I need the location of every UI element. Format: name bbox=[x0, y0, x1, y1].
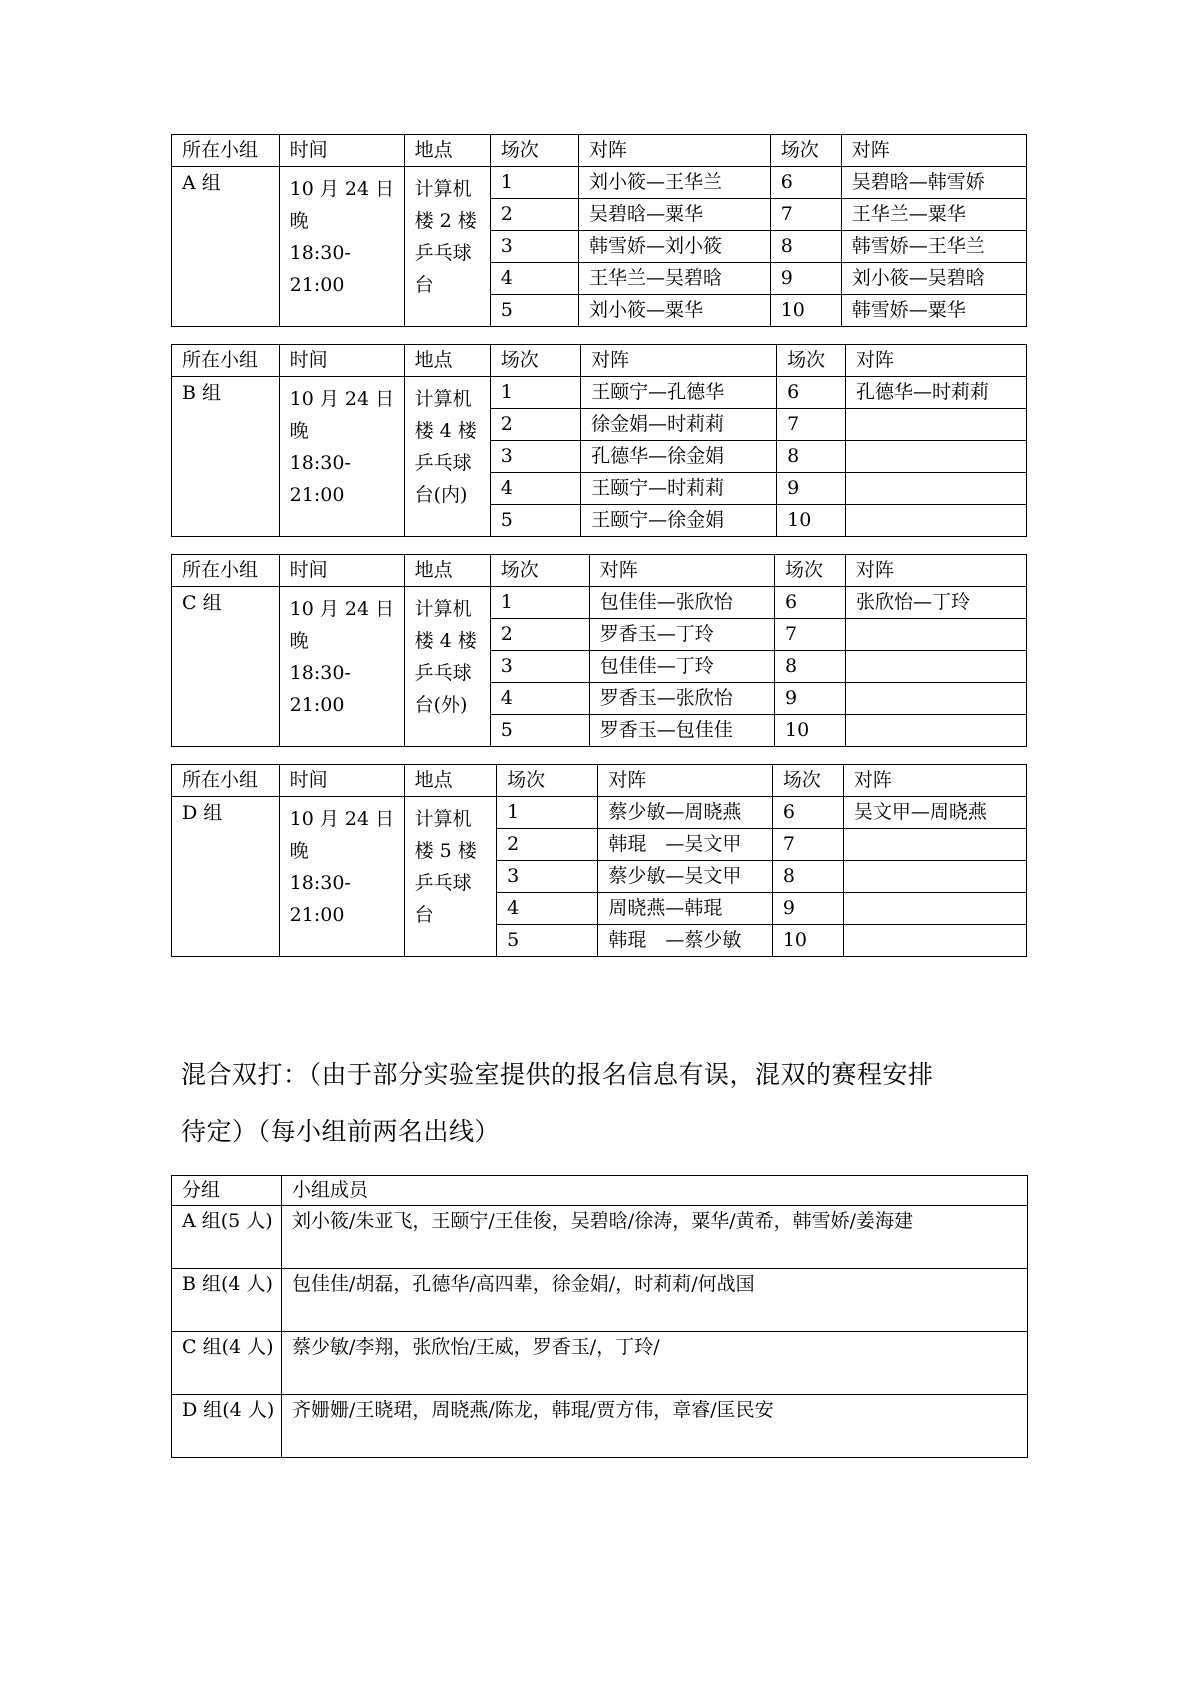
matchup bbox=[843, 925, 1026, 957]
time-line: 10 月 24 日 bbox=[289, 178, 395, 200]
round-number: 3 bbox=[490, 441, 580, 473]
time-line: 18:30-21:00 bbox=[289, 662, 351, 716]
header-round: 场次 bbox=[497, 765, 598, 797]
header-match: 对阵 bbox=[581, 345, 777, 377]
header-match: 对阵 bbox=[579, 135, 771, 167]
header-members: 小组成员 bbox=[282, 1176, 1028, 1206]
match-place bbox=[404, 587, 490, 747]
header-place: 地点 bbox=[404, 345, 490, 377]
group-name: D 组 bbox=[172, 797, 280, 957]
round-number: 8 bbox=[772, 861, 843, 893]
round-number: 5 bbox=[497, 925, 598, 957]
place-line: 台(内) bbox=[414, 484, 468, 506]
match-row bbox=[172, 167, 1027, 199]
match-row bbox=[172, 797, 1027, 829]
place-line: 楼 4 楼 bbox=[414, 630, 477, 652]
round-number: 10 bbox=[774, 715, 845, 747]
round-number: 8 bbox=[770, 231, 841, 263]
matchup: 吴碧晗—粟华 bbox=[579, 199, 771, 231]
header-time: 时间 bbox=[279, 345, 404, 377]
round-number: 2 bbox=[490, 619, 589, 651]
matchup: 徐金娟—时莉莉 bbox=[581, 409, 777, 441]
round-number: 2 bbox=[490, 199, 578, 231]
round-number: 1 bbox=[490, 587, 589, 619]
round-number: 2 bbox=[490, 409, 580, 441]
mixed-group-members: 齐姗姗/王晓珺，周晓燕/陈龙，韩琨/贾方伟，章睿/匡民安 bbox=[282, 1395, 1028, 1458]
group-name: A 组 bbox=[172, 167, 280, 327]
mixed-header-row bbox=[172, 1176, 1028, 1206]
mixed-group-name: C 组(4 人) bbox=[172, 1332, 282, 1395]
round-number: 3 bbox=[490, 651, 589, 683]
matchup: 蔡少敏—周晓燕 bbox=[598, 797, 772, 829]
match-row bbox=[172, 377, 1027, 409]
round-number: 7 bbox=[774, 619, 845, 651]
header-time: 时间 bbox=[279, 135, 404, 167]
time-line: 18:30-21:00 bbox=[289, 452, 351, 506]
header-match: 对阵 bbox=[846, 555, 1027, 587]
match-time bbox=[279, 377, 404, 537]
round-number: 5 bbox=[490, 295, 578, 327]
header-place: 地点 bbox=[404, 555, 490, 587]
round-number: 9 bbox=[777, 473, 846, 505]
schedule-table bbox=[171, 344, 1027, 537]
round-number: 4 bbox=[490, 683, 589, 715]
time-line: 晚 bbox=[289, 630, 309, 652]
match-time bbox=[279, 587, 404, 747]
matchup bbox=[843, 861, 1026, 893]
time-line: 18:30-21:00 bbox=[289, 872, 351, 926]
matchup bbox=[846, 683, 1027, 715]
header-place: 地点 bbox=[404, 765, 497, 797]
time-line: 晚 bbox=[289, 210, 309, 232]
place-line: 台(外) bbox=[414, 694, 468, 716]
round-number: 1 bbox=[497, 797, 598, 829]
place-line: 计算机 bbox=[414, 388, 472, 410]
mixed-group-members: 包佳佳/胡磊，孔德华/高四辈，徐金娟/，时莉莉/何战国 bbox=[282, 1269, 1028, 1332]
matchup: 周晓燕—韩琨 bbox=[598, 893, 772, 925]
matchup: 王颐宁—时莉莉 bbox=[581, 473, 777, 505]
place-line: 楼 2 楼 bbox=[414, 210, 477, 232]
note-line-2: 待定）（每小组前两名出线） bbox=[181, 1117, 501, 1146]
matchup: 韩琨 —吴文甲 bbox=[598, 829, 772, 861]
matchup: 张欣怡—丁玲 bbox=[846, 587, 1027, 619]
matchup bbox=[846, 473, 1027, 505]
mixed-group-members: 刘小筱/朱亚飞，王颐宁/王佳俊，吴碧晗/徐涛，粟华/黄希，韩雪娇/姜海建 bbox=[282, 1206, 1028, 1269]
matchup: 王华兰—粟华 bbox=[841, 199, 1026, 231]
time-line: 10 月 24 日 bbox=[289, 388, 395, 410]
time-line: 晚 bbox=[289, 840, 309, 862]
round-number: 6 bbox=[770, 167, 841, 199]
mixed-doubles-table bbox=[171, 1175, 1028, 1458]
round-number: 4 bbox=[490, 263, 578, 295]
round-number: 7 bbox=[770, 199, 841, 231]
matchup: 吴文甲—周晓燕 bbox=[843, 797, 1026, 829]
round-number: 8 bbox=[774, 651, 845, 683]
matchup: 韩琨 —蔡少敏 bbox=[598, 925, 772, 957]
round-number: 6 bbox=[774, 587, 845, 619]
time-line: 晚 bbox=[289, 420, 309, 442]
matchup: 刘小筱—王华兰 bbox=[579, 167, 771, 199]
place-line: 乒乓球 bbox=[414, 452, 472, 474]
round-number: 1 bbox=[490, 377, 580, 409]
mixed-doubles-note bbox=[181, 1046, 1021, 1160]
matchup: 罗香玉—包佳佳 bbox=[589, 715, 774, 747]
matchup bbox=[846, 619, 1027, 651]
header-round: 场次 bbox=[490, 555, 589, 587]
round-number: 9 bbox=[772, 893, 843, 925]
matchup bbox=[846, 409, 1027, 441]
group-name: B 组 bbox=[172, 377, 280, 537]
header-row bbox=[172, 345, 1027, 377]
match-row bbox=[172, 587, 1027, 619]
matchup: 罗香玉—丁玲 bbox=[589, 619, 774, 651]
header-round: 场次 bbox=[777, 345, 846, 377]
mixed-group-name: D 组(4 人) bbox=[172, 1395, 282, 1458]
matchup: 王颐宁—孔德华 bbox=[581, 377, 777, 409]
match-time bbox=[279, 797, 404, 957]
round-number: 10 bbox=[777, 505, 846, 537]
matchup: 包佳佳—张欣怡 bbox=[589, 587, 774, 619]
round-number: 6 bbox=[772, 797, 843, 829]
mixed-group-name: B 组(4 人) bbox=[172, 1269, 282, 1332]
matchup: 王颐宁—徐金娟 bbox=[581, 505, 777, 537]
matchup bbox=[843, 829, 1026, 861]
mixed-group-members: 蔡少敏/李翔，张欣怡/王威，罗香玉/，丁玲/ bbox=[282, 1332, 1028, 1395]
round-number: 5 bbox=[490, 505, 580, 537]
place-line: 乒乓球 bbox=[414, 872, 472, 894]
place-line: 乒乓球 bbox=[414, 242, 472, 264]
header-match: 对阵 bbox=[846, 345, 1027, 377]
time-line: 10 月 24 日 bbox=[289, 598, 395, 620]
header-round: 场次 bbox=[770, 135, 841, 167]
mixed-group-row bbox=[172, 1332, 1028, 1395]
header-group: 所在小组 bbox=[172, 345, 280, 377]
round-number: 1 bbox=[490, 167, 578, 199]
schedule-table bbox=[171, 554, 1027, 747]
matchup: 孔德华—时莉莉 bbox=[846, 377, 1027, 409]
match-time bbox=[279, 167, 404, 327]
place-line: 计算机 bbox=[414, 598, 472, 620]
matchup: 蔡少敏—吴文甲 bbox=[598, 861, 772, 893]
schedule-table bbox=[171, 134, 1027, 327]
match-place bbox=[404, 797, 497, 957]
time-line: 18:30-21:00 bbox=[289, 242, 351, 296]
header-row bbox=[172, 135, 1027, 167]
place-line: 楼 5 楼 bbox=[414, 840, 477, 862]
header-group: 所在小组 bbox=[172, 135, 280, 167]
matchup: 包佳佳—丁玲 bbox=[589, 651, 774, 683]
header-row bbox=[172, 765, 1027, 797]
place-line: 计算机 bbox=[414, 178, 472, 200]
round-number: 3 bbox=[490, 231, 578, 263]
header-match: 对阵 bbox=[589, 555, 774, 587]
match-place bbox=[404, 377, 490, 537]
matchup bbox=[846, 441, 1027, 473]
matchup bbox=[843, 893, 1026, 925]
header-match: 对阵 bbox=[598, 765, 772, 797]
header-group: 所在小组 bbox=[172, 765, 280, 797]
header-group: 分组 bbox=[172, 1176, 282, 1206]
round-number: 9 bbox=[770, 263, 841, 295]
place-line: 计算机 bbox=[414, 808, 472, 830]
schedule-table bbox=[171, 764, 1027, 957]
mixed-group-row bbox=[172, 1206, 1028, 1269]
round-number: 7 bbox=[777, 409, 846, 441]
header-round: 场次 bbox=[772, 765, 843, 797]
round-number: 2 bbox=[497, 829, 598, 861]
header-round: 场次 bbox=[490, 135, 578, 167]
matchup: 罗香玉—张欣怡 bbox=[589, 683, 774, 715]
place-line: 台 bbox=[414, 274, 434, 296]
matchup: 韩雪娇—刘小筱 bbox=[579, 231, 771, 263]
group-name: C 组 bbox=[172, 587, 280, 747]
matchup: 孔德华—徐金娟 bbox=[581, 441, 777, 473]
note-line-1: 混合双打：（由于部分实验室提供的报名信息有误，混双的赛程安排 bbox=[181, 1060, 934, 1089]
round-number: 8 bbox=[777, 441, 846, 473]
matchup bbox=[846, 505, 1027, 537]
mixed-group-name: A 组(5 人) bbox=[172, 1206, 282, 1269]
round-number: 4 bbox=[497, 893, 598, 925]
header-place: 地点 bbox=[404, 135, 490, 167]
mixed-group-row bbox=[172, 1269, 1028, 1332]
place-line: 乒乓球 bbox=[414, 662, 472, 684]
time-line: 10 月 24 日 bbox=[289, 808, 395, 830]
round-number: 7 bbox=[772, 829, 843, 861]
matchup: 韩雪娇—粟华 bbox=[841, 295, 1026, 327]
matchup: 刘小筱—吴碧晗 bbox=[841, 263, 1026, 295]
matchup: 韩雪娇—王华兰 bbox=[841, 231, 1026, 263]
round-number: 6 bbox=[777, 377, 846, 409]
round-number: 3 bbox=[497, 861, 598, 893]
round-number: 10 bbox=[772, 925, 843, 957]
round-number: 9 bbox=[774, 683, 845, 715]
matchup: 王华兰—吴碧晗 bbox=[579, 263, 771, 295]
header-row bbox=[172, 555, 1027, 587]
matchup: 吴碧晗—韩雪娇 bbox=[841, 167, 1026, 199]
mixed-group-row bbox=[172, 1395, 1028, 1458]
header-match: 对阵 bbox=[843, 765, 1026, 797]
place-line: 楼 4 楼 bbox=[414, 420, 477, 442]
round-number: 5 bbox=[490, 715, 589, 747]
round-number: 10 bbox=[770, 295, 841, 327]
match-place bbox=[404, 167, 490, 327]
header-time: 时间 bbox=[279, 765, 404, 797]
matchup bbox=[846, 715, 1027, 747]
matchup: 刘小筱—粟华 bbox=[579, 295, 771, 327]
header-group: 所在小组 bbox=[172, 555, 280, 587]
header-round: 场次 bbox=[490, 345, 580, 377]
matchup bbox=[846, 651, 1027, 683]
place-line: 台 bbox=[414, 904, 434, 926]
header-time: 时间 bbox=[279, 555, 404, 587]
header-match: 对阵 bbox=[841, 135, 1026, 167]
round-number: 4 bbox=[490, 473, 580, 505]
header-round: 场次 bbox=[774, 555, 845, 587]
